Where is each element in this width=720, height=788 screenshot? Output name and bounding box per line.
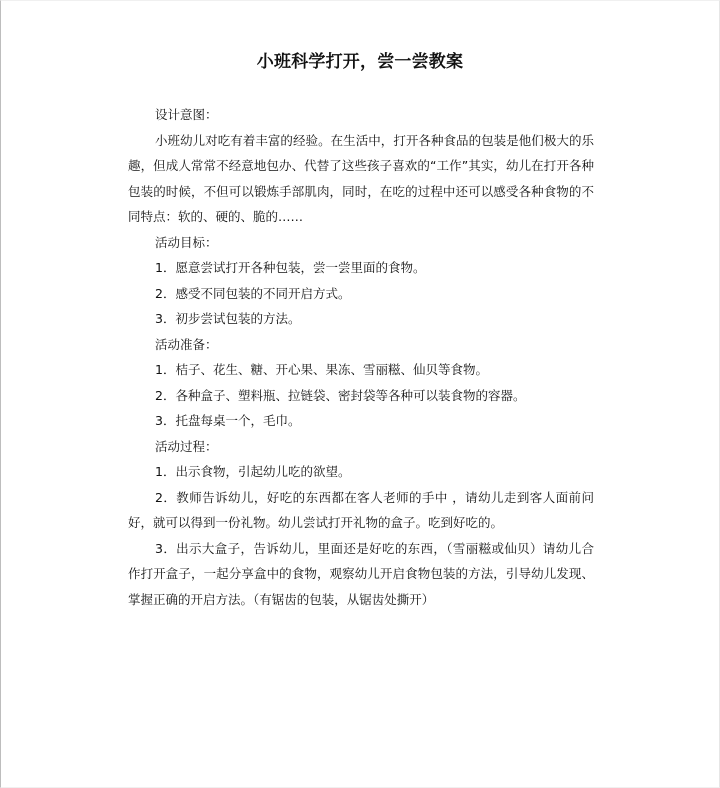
list-item: 2．感受不同包装的不同开启方式。 [155, 285, 351, 301]
list-item: 2．教师告诉幼儿，好吃的东西都在客人老师的手中 ，请幼儿走到客人面前问好，就可以得到一份礼物。幼儿尝试打开礼物的盒子。吃到好吃的。 [128, 489, 594, 530]
list-item: 3．出示大盒子，告诉幼儿，里面还是好吃的东西，（雪丽糍或仙贝）请幼儿合作打开盒子，一起分享盒中的食物，观察幼儿开启食物包装的方法，引导幼儿发现、掌握正确的开启方法。（有锯齿的包装，从锯齿处撕开） [128, 540, 594, 607]
document-body [128, 102, 594, 612]
list-item: 1．愿意尝试打开各种包装，尝一尝里面的食物。 [155, 260, 426, 275]
body-paragraph: 小班幼儿对吃有着丰富的经验。在生活中，打开各种食品的包装是他们极大的乐趣，但成人常常不经意地包办、代替了这些孩子喜欢的“工作”其实，幼儿在打开各种包装的时候，不但可以锻炼手部肌肉，同时，在吃的过程中还可以感受各种食物的不同特点：软的、硬的、脆的…… [128, 132, 594, 224]
section-heading: 活动过程： [155, 438, 218, 454]
list-item: 1．出示食物，引起幼儿吃的欲望。 [155, 464, 351, 479]
section-heading: 活动目标： [155, 234, 218, 250]
document-title: 小班科学打开，尝一尝教案 [256, 52, 464, 72]
list-item: 1．桔子、花生、糖、开心果、果冻、雪丽糍、仙贝等食物。 [155, 362, 488, 377]
list-item: 2．各种盒子、塑料瓶、拉链袋、密封袋等各种可以装食物的容器。 [155, 387, 526, 403]
list-item: 3．托盘每桌一个，毛巾。 [155, 413, 301, 428]
section-heading: 设计意图： [155, 107, 218, 122]
list-item: 3．初步尝试包装的方法。 [155, 311, 301, 326]
section-heading: 活动准备： [155, 336, 218, 352]
